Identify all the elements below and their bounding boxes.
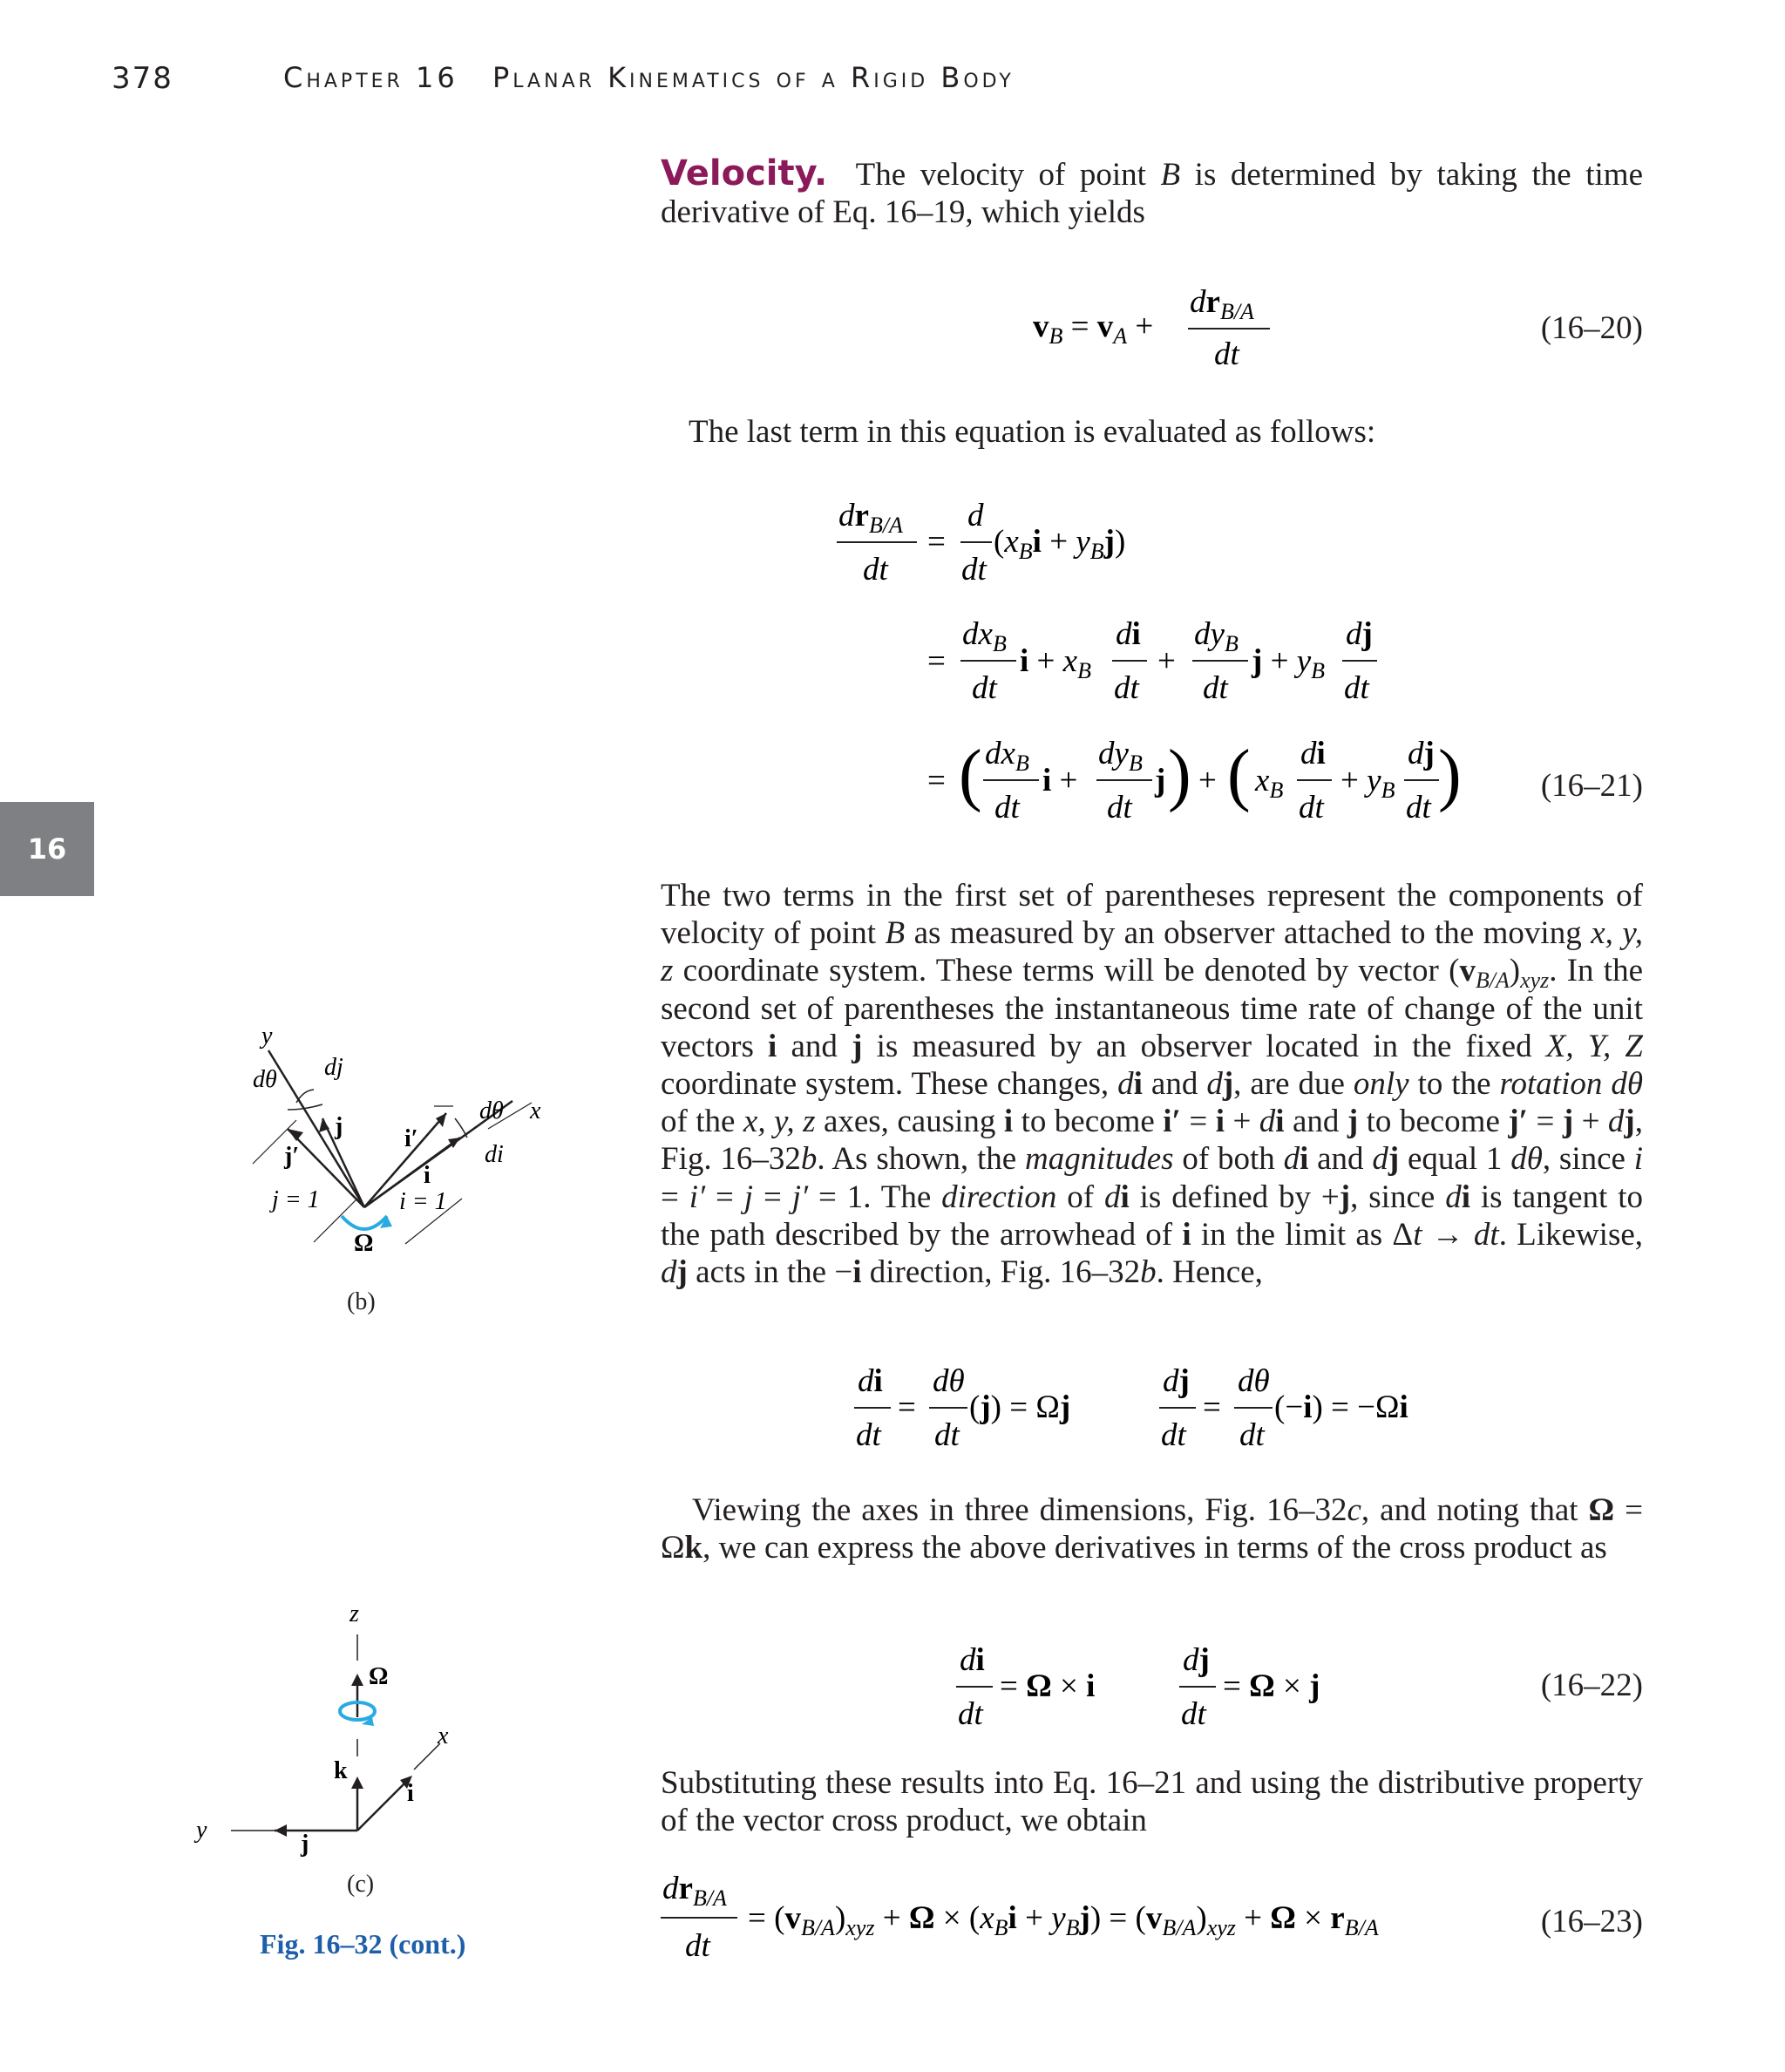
svg-text:drB/A: $dr_{B/A}$ bbox=[838, 498, 903, 538]
svg-text:dyB: $dy_B$ bbox=[1098, 736, 1143, 776]
fig-b-label-i-prime: i′ bbox=[404, 1125, 418, 1152]
svg-text:dyB: $dy_B$ bbox=[1194, 616, 1239, 656]
equation-16-21 bbox=[837, 493, 1464, 841]
equation-number-16-20: (16–20) bbox=[1540, 310, 1643, 346]
y-axis-line bbox=[268, 1050, 364, 1207]
svg-text:dj: dj bbox=[1346, 616, 1373, 652]
fig-b-label-dtheta-right: dθ bbox=[479, 1097, 504, 1124]
equation-16-23 bbox=[661, 1865, 1532, 1979]
velocity-heading: Velocity. bbox=[661, 153, 828, 194]
svg-text:dt: dt bbox=[1203, 670, 1228, 706]
chapter-title: Planar Kinematics of a Rigid Body bbox=[492, 61, 1015, 94]
equation-number-16-21: (16–21) bbox=[1540, 768, 1643, 804]
svg-text:dj: dj bbox=[1183, 1642, 1210, 1678]
equation-16-22 bbox=[956, 1639, 1357, 1743]
substituting-paragraph: Substituting these results into Eq. 16–21 and using the distributive property of the vector cross product, we obtain bbox=[661, 1765, 1643, 1839]
fig-b-label-dtheta-left: dθ bbox=[253, 1066, 277, 1093]
svg-text:dt: dt bbox=[961, 552, 987, 588]
svg-text:d: d bbox=[967, 498, 984, 533]
svg-text:xB: $x_B$ bbox=[1255, 763, 1284, 803]
svg-text:dt: dt bbox=[1299, 790, 1324, 825]
fig-b-label-i: i bbox=[424, 1162, 431, 1189]
equation-16-20 bbox=[1033, 281, 1277, 385]
fig-c-label-j: j bbox=[301, 1831, 309, 1857]
svg-text:dt: dt bbox=[1344, 670, 1369, 706]
svg-text:(: ( bbox=[1227, 737, 1251, 813]
fig-b-label-di: di bbox=[485, 1141, 504, 1168]
svg-text:dt: dt bbox=[1161, 1417, 1186, 1453]
equation-unit-vector-derivatives bbox=[854, 1360, 1464, 1464]
svg-text:(−i) = −Ωi: (−i) = −Ωi bbox=[1274, 1389, 1408, 1425]
svg-text:dj: dj bbox=[1408, 736, 1435, 771]
svg-text:dt: dt bbox=[1214, 336, 1239, 372]
figure-16-32c bbox=[187, 1586, 484, 1861]
svg-text:dt: dt bbox=[1107, 790, 1132, 825]
svg-text:di: di bbox=[960, 1642, 985, 1678]
figure-16-32b bbox=[227, 1016, 558, 1308]
svg-text:): ) bbox=[1438, 737, 1462, 813]
viewing-paragraph: Viewing the axes in three dimensions, Fig. 16–32c, and noting that Ω = Ωk, we can express the above derivatives in terms of the cross product as bbox=[661, 1492, 1643, 1566]
svg-text:= Ω × j: = Ω × j bbox=[1223, 1668, 1320, 1704]
svg-text:= Ω × i: = Ω × i bbox=[1000, 1668, 1096, 1704]
svg-text:drB/A: $dr_{B/A}$ bbox=[662, 1871, 727, 1911]
svg-text:dt: dt bbox=[958, 1696, 983, 1732]
last-term-paragraph: The last term in this equation is evaluated as follows: bbox=[689, 414, 1376, 450]
svg-text:dt: dt bbox=[685, 1928, 710, 1964]
page-number: 378 bbox=[112, 61, 173, 96]
svg-text:+: + bbox=[1157, 643, 1176, 679]
fig-b-label-j-eq-1: j = 1 bbox=[272, 1186, 320, 1213]
svg-text:=: = bbox=[1203, 1389, 1221, 1425]
svg-text:dt: dt bbox=[934, 1417, 960, 1453]
svg-text:=: = bbox=[898, 1389, 916, 1425]
svg-text:+ yB: + $y_B$ bbox=[1340, 763, 1395, 803]
fig-c-label-i: i bbox=[407, 1780, 414, 1807]
svg-text:j + yB: $j + y_B$ bbox=[1252, 643, 1326, 683]
velocity-paragraph: Velocity. The velocity of point B is determined by taking the time derivative of Eq. 16–19, which yields bbox=[661, 153, 1643, 231]
svg-text:drB/A: $dr_{B/A}$ bbox=[1190, 284, 1254, 324]
svg-text:(xBi + yBj): $(x_Bi + y_Bj)$ bbox=[994, 524, 1126, 564]
svg-text:di: di bbox=[858, 1363, 883, 1399]
svg-text:): ) bbox=[1168, 737, 1191, 813]
svg-text:dt: dt bbox=[1181, 1696, 1206, 1732]
svg-text:+: + bbox=[1198, 763, 1217, 798]
svg-text:i +: i + bbox=[1042, 763, 1078, 798]
svg-text:dt: dt bbox=[856, 1417, 881, 1453]
fig-b-label-x: x bbox=[530, 1097, 541, 1124]
fig-b-label-j: j bbox=[335, 1113, 343, 1140]
fig-c-label-x: x bbox=[438, 1722, 449, 1749]
svg-text:dt: dt bbox=[1406, 790, 1431, 825]
svg-text:dθ: dθ bbox=[933, 1363, 965, 1399]
svg-text:= (vB/A)xyz + Ω × (xBi + yBj): = $(v_{B/A})_{xyz} + \Omega \times (x_Bi + y_Bj) = (v_{B/A})_{xyz} + \Omega \times r_{B/A}$ bbox=[748, 1900, 1379, 1940]
svg-text:i + xB: $i + x_B$ bbox=[1020, 643, 1091, 683]
omega-rotation-arrow bbox=[342, 1216, 387, 1229]
svg-text:di: di bbox=[1116, 616, 1141, 652]
fig-b-label-j-prime: j′ bbox=[284, 1143, 300, 1170]
svg-text:dt: dt bbox=[994, 790, 1020, 825]
svg-text:dxB: $dx_B$ bbox=[985, 736, 1029, 776]
svg-text:=: = bbox=[927, 524, 946, 560]
fig-c-label-y: y bbox=[196, 1817, 207, 1844]
two-terms-paragraph: The two terms in the first set of parentheses represent the components of velocity of point B as measured by an observer attached to the moving x, y, z coordinate system. These terms will be denoted by vector $(v_{B/A})_{xyz}$. In the second set of parentheses the instantaneous time rate of change of the unit vectors i and j is measured by an observer located in the fixed X, Y, Z coordinate system. These changes, di and dj, are due only to the rotation dθ of the x, y, z axes, causing i to become i′ = i + di and j to become j′ = j + dj, Fig. 16–32b. As shown, the magnitudes of both di and dj equal 1 dθ, since i = i′ = j = j′ = 1. The direction of di is defined by +j, since di is tangent to the path described by the arrowhead of i in the limit as Δt → dt. Likewise, dj acts in the −i direction, Fig. 16–32b. Hence, bbox=[661, 878, 1644, 1291]
figure-b-label: (b) bbox=[347, 1288, 376, 1315]
svg-text:vB = vA +: $v_B = v_A$ + bbox=[1033, 309, 1154, 349]
svg-text:dt: dt bbox=[863, 552, 888, 588]
svg-text:=: = bbox=[927, 643, 946, 679]
svg-text:dxB: $dx_B$ bbox=[962, 616, 1007, 656]
figure-caption: Fig. 16–32 (cont.) bbox=[260, 1928, 466, 1960]
fig-b-label-i-eq-1: i = 1 bbox=[399, 1188, 447, 1215]
figure-c-label: (c) bbox=[347, 1871, 375, 1898]
svg-text:dj: dj bbox=[1163, 1363, 1190, 1399]
svg-text:j: j bbox=[1155, 763, 1166, 798]
fig-b-label-y: y bbox=[261, 1022, 273, 1050]
svg-text:dθ: dθ bbox=[1238, 1363, 1270, 1399]
svg-text:dt: dt bbox=[972, 670, 997, 706]
equation-number-16-23: (16–23) bbox=[1540, 1904, 1643, 1940]
fig-c-label-omega: Ω bbox=[369, 1663, 389, 1690]
fig-c-label-k: k bbox=[334, 1757, 348, 1784]
svg-text:=: = bbox=[927, 763, 946, 798]
fig-b-label-omega: Ω bbox=[354, 1230, 374, 1257]
equation-number-16-22: (16–22) bbox=[1540, 1668, 1643, 1703]
chapter-side-tab: 16 bbox=[0, 802, 94, 896]
fig-c-label-z: z bbox=[350, 1600, 359, 1627]
chapter-label: Chapter 16 bbox=[283, 61, 458, 94]
svg-text:dt: dt bbox=[1114, 670, 1139, 706]
fig-b-label-dj: dj bbox=[324, 1054, 343, 1081]
svg-text:(: ( bbox=[959, 737, 982, 813]
svg-text:(j) = Ωj: (j) = Ωj bbox=[969, 1389, 1071, 1425]
svg-text:dt: dt bbox=[1239, 1417, 1265, 1453]
svg-text:di: di bbox=[1300, 736, 1326, 771]
